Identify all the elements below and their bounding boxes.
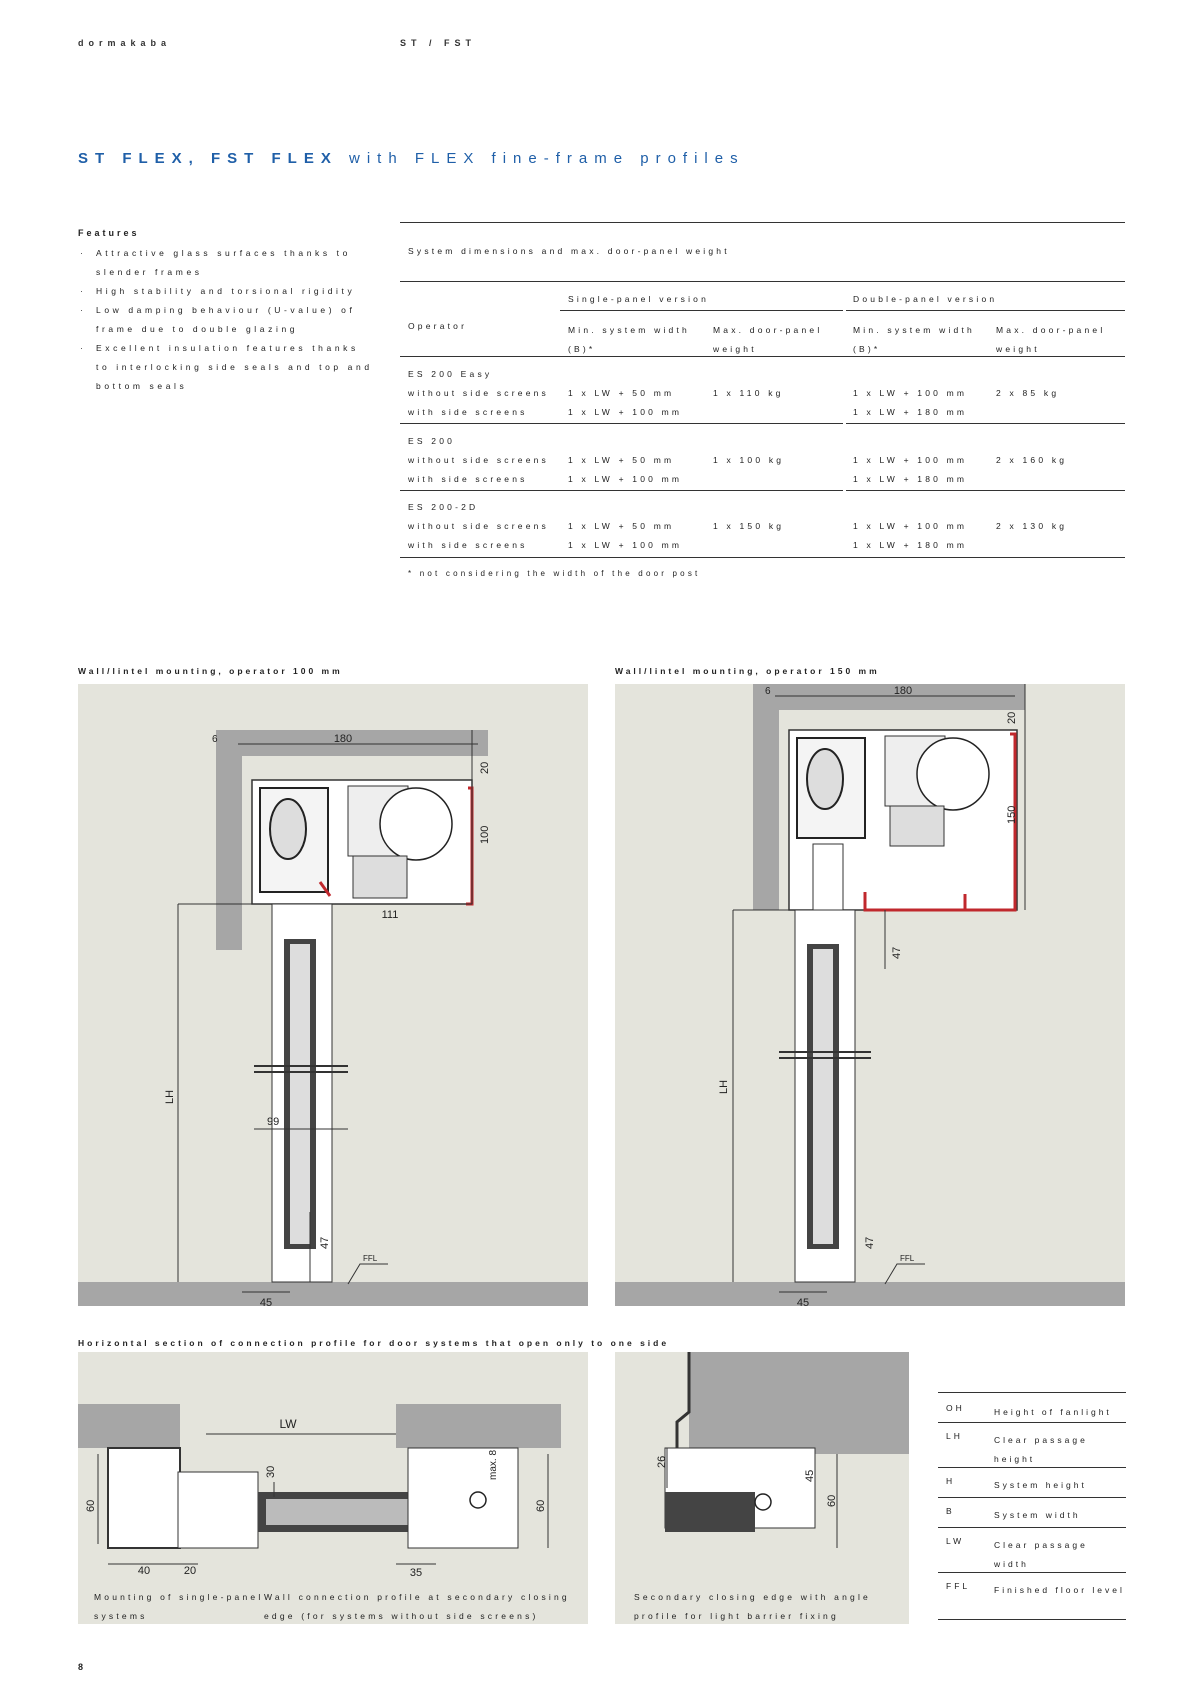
motor-drum [917,738,989,810]
dim-26: 26 [656,1455,668,1468]
cell: 1 x LW + 100 mm [568,540,683,550]
cell: 1 x LW + 180 mm [853,407,968,417]
dim-60: 60 [826,1494,838,1507]
table-footnote: * not considering the width of the door post [408,569,701,578]
caption-single-panel: Mounting of single-panel systems [94,1592,264,1621]
features-list [78,244,378,396]
row-label: with side screens [408,474,528,484]
cell: 1 x 100 kg [713,455,785,465]
cell: 1 x LW + 100 mm [568,407,683,417]
legend-row [938,1467,1126,1497]
gear-unit [353,856,407,898]
dim-40: 40 [137,1565,151,1577]
dim-20: 20 [1006,711,1018,724]
lintel [753,684,1025,710]
section-drawing-single-panel [78,1352,588,1624]
dim-180: 180 [333,733,353,745]
legend-desc: System height [994,1480,1087,1490]
caption-secondary-edge: Secondary closing edge with angle profile for light barrier fixing [634,1592,871,1621]
dim-180: 180 [893,685,913,697]
row-label: without side screens [408,455,550,465]
page-number: 8 [78,1662,84,1672]
dim-47: 47 [319,1236,331,1249]
section-drawing-secondary-edge [615,1352,909,1624]
ffl-label: FFL [363,1254,378,1263]
post-profile [108,1448,180,1548]
glass-pane [813,949,833,1244]
operator-name: ES 200 [408,436,456,446]
title-product: ST FLEX, FST FLEX [78,150,338,167]
col-min-width-double: Min. system width (B)* [853,325,975,354]
legend-desc: Clear passage width [994,1540,1088,1569]
dim-45: 45 [796,1297,810,1306]
ffl-label: FFL [900,1254,915,1263]
dim-6: 6 [765,686,771,697]
double-panel-header: Double-panel version [853,294,998,304]
row-label: with side screens [408,407,528,417]
dim-111: 111 [381,909,399,921]
drawing-operator-150 [615,684,1125,1306]
feature-item: · Attractive glass surfaces thanks to slender frames [78,244,378,282]
drawing-operator-100 [78,684,588,1306]
figure-left-caption: Wall/lintel mounting, operator 100 mm [78,666,343,676]
cell: 1 x LW + 100 mm [853,455,968,465]
dim-45: 45 [259,1297,273,1306]
angle-bracket [813,844,843,910]
cell: 2 x 85 kg [996,388,1060,398]
wall-right [396,1404,561,1448]
gear-unit [890,806,944,846]
row-label: without side screens [408,388,550,398]
wall-block [689,1352,909,1454]
feature-item: · High stability and torsional rigidity [78,282,378,301]
dim-100: 100 [479,825,491,844]
floor [615,1282,1125,1306]
section-caption: Horizontal section of connection profile for door systems that open only to one side [78,1338,670,1348]
legend-abbr: LW [946,1536,965,1546]
title-rest: with FLEX fine-frame profiles [337,150,745,167]
floor [78,1282,588,1306]
legend-row [938,1497,1126,1527]
col-max-weight-single: Max. door-panel weight [713,325,823,354]
legend-desc: Clear passage height [994,1435,1088,1464]
cell: 1 x LW + 50 mm [568,521,675,531]
dim-max-8: max. 8 [488,1449,499,1480]
cell: 1 x LW + 100 mm [853,521,968,531]
legend-row [938,1572,1126,1620]
dim-47-bottom: 47 [864,1236,876,1249]
legend-abbr: FFL [946,1581,971,1591]
dim-150: 150 [1006,805,1018,824]
cell: 2 x 160 kg [996,455,1068,465]
dim-20: 20 [479,761,491,774]
cell: 1 x LW + 180 mm [853,474,968,484]
dim-30: 30 [265,1465,277,1478]
row-label: without side screens [408,521,550,531]
legend-desc: System width [994,1510,1081,1520]
dim-35: 35 [409,1567,423,1579]
cell: 1 x 110 kg [713,388,784,398]
row-label: with side screens [408,540,528,550]
dim-20: 20 [183,1565,197,1577]
legend-row [938,1422,1126,1467]
dim-47-top: 47 [891,946,903,959]
dim-60-right: 60 [535,1499,547,1512]
col-min-width-single: Min. system width (B)* [568,325,690,354]
motor-drum [380,788,452,860]
connection-profile [408,1448,518,1548]
door-leaf-section [665,1492,755,1532]
glass-pane [290,944,310,1244]
abbreviation-legend [938,1392,1126,1620]
legend-abbr: B [946,1506,955,1516]
dimensions-table [400,222,1125,582]
single-panel-header: Single-panel version [568,294,710,304]
dim-lh: LH [718,1079,730,1094]
dim-6: 6 [212,734,218,745]
figure-right-caption: Wall/lintel mounting, operator 150 mm [615,666,880,676]
dim-99: 99 [267,1116,280,1128]
screw [470,1492,486,1508]
cell: 1 x LW + 50 mm [568,455,675,465]
cell: 2 x 130 kg [996,521,1068,531]
cell: 1 x LW + 50 mm [568,388,675,398]
dim-60-left: 60 [85,1499,97,1512]
operator-name: ES 200-2D [408,502,479,512]
operator-name: ES 200 Easy [408,369,493,379]
col-max-weight-double: Max. door-panel weight [996,325,1106,354]
legend-row [938,1392,1126,1422]
page-title [78,150,745,167]
feature-item: · Excellent insulation features thanks to interlocking side seals and top and bottom seals [78,339,378,396]
col-operator: Operator [408,321,468,331]
wall [753,684,779,910]
features-heading: Features [78,228,140,238]
section-label: ST / FST [400,38,476,48]
frame-profile [178,1472,258,1548]
feature-item: · Low damping behaviour (U-value) of frame due to double glazing [78,301,378,339]
legend-abbr: H [946,1476,956,1486]
dim-45: 45 [804,1469,816,1482]
dim-lh: LH [164,1089,176,1104]
table-caption: System dimensions and max. door-panel weight [408,246,730,256]
brand-name: dormakaba [78,38,172,48]
legend-desc: Finished floor level [994,1585,1125,1595]
wall-left [78,1404,180,1448]
legend-desc: Height of fanlight [994,1407,1112,1417]
cell: 1 x LW + 100 mm [568,474,683,484]
wall [216,730,242,950]
caption-wall-connection: Wall connection profile at secondary closing edge (for systems without side screens) [264,1592,570,1621]
legend-row [938,1527,1126,1572]
cell: 1 x LW + 180 mm [853,540,968,550]
cell: 1 x LW + 100 mm [853,388,968,398]
roller [270,799,306,859]
screw [755,1494,771,1510]
roller [807,749,843,809]
dim-lw: LW [279,1417,297,1431]
drawing-background [78,684,588,1306]
legend-abbr: OH [946,1403,965,1413]
cell: 1 x 150 kg [713,521,785,531]
legend-abbr: LH [946,1431,963,1441]
